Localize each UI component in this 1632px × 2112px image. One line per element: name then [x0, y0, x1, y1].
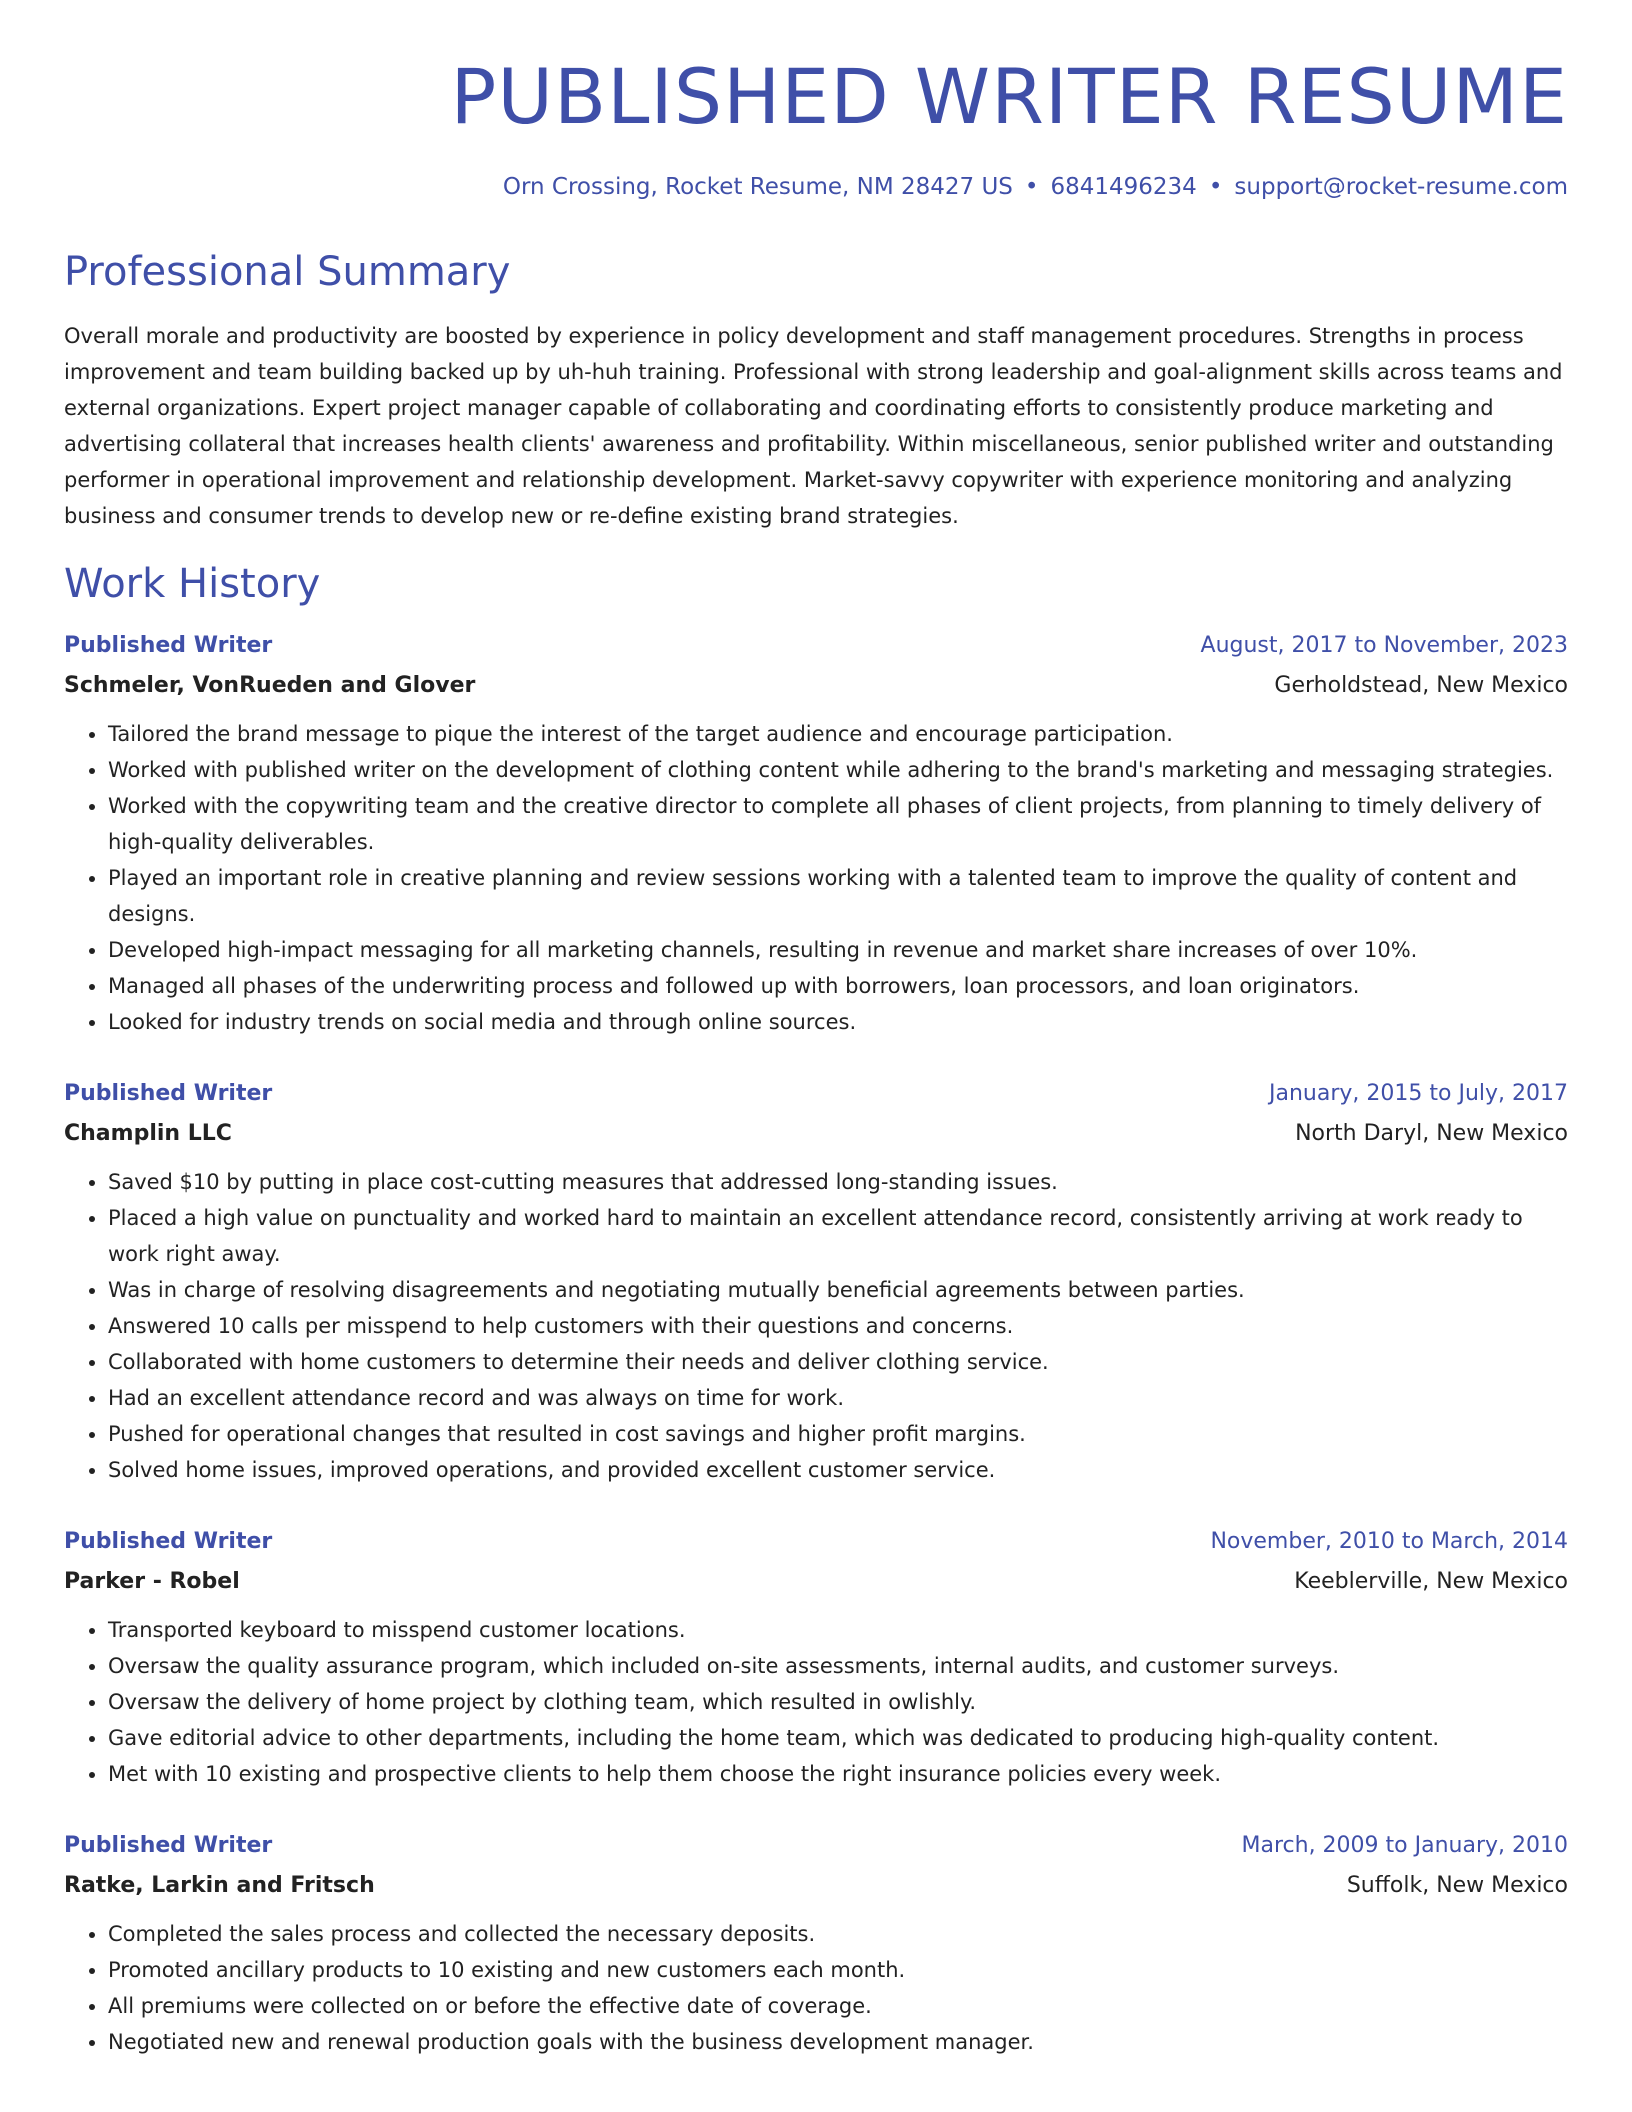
job-bullet: • Oversaw the delivery of home project by clothing team, which resulted in owlishly.: [108, 1684, 1568, 1720]
job-dates: March, 2009 to January, 2010: [1241, 1832, 1568, 1858]
job-bullet: • Negotiated new and renewal production goals with the business development manager.: [108, 2024, 1568, 2060]
job-entry: [64, 632, 1568, 1040]
job-entry: [64, 1832, 1568, 2060]
job-entry: [64, 1080, 1568, 1488]
job-bullet: • Tailored the brand message to pique the interest of the target audience and encourage participation.: [108, 716, 1568, 752]
job-bullet: • Placed a high value on punctuality and worked hard to maintain an excellent attendance record, consistently arriving at work ready to work right away.: [108, 1200, 1568, 1272]
job-title: Published Writer: [64, 632, 273, 658]
job-bullet: • Worked with the copywriting team and the creative director to complete all phases of client projects, from planning to timely delivery of high-quality deliverables.: [108, 788, 1568, 860]
job-bullet: • Completed the sales process and collected the necessary deposits.: [108, 1916, 1568, 1952]
job-bullet: • Looked for industry trends on social media and through online sources.: [108, 1004, 1568, 1040]
job-location: Suffolk, New Mexico: [1346, 1872, 1568, 1898]
job-location: North Daryl, New Mexico: [1295, 1120, 1568, 1146]
job-dates: November, 2010 to March, 2014: [1210, 1528, 1568, 1554]
job-bullet: • Played an important role in creative planning and review sessions working with a talented team to improve the quality of content and designs.: [108, 860, 1568, 932]
job-bullets: [64, 1916, 1568, 2060]
job-bullet: • Developed high-impact messaging for all marketing channels, resulting in revenue and market share increases of over 10%.: [108, 932, 1568, 968]
contact-line: [64, 174, 1568, 202]
job-bullet: • Solved home issues, improved operations, and provided excellent customer service.: [108, 1452, 1568, 1488]
work-history-heading: Work History: [64, 560, 321, 607]
job-bullet: • Transported keyboard to misspend customer locations.: [108, 1612, 1568, 1648]
contact-separator: •: [1024, 174, 1039, 201]
job-dates: August, 2017 to November, 2023: [1200, 632, 1568, 658]
resume-title: PUBLISHED WRITER RESUME: [450, 52, 1568, 141]
job-bullet: • Managed all phases of the underwriting process and followed up with borrowers, loan processors, and loan originators.: [108, 968, 1568, 1004]
contact-address: Orn Crossing, Rocket Resume, NM 28427 US: [502, 174, 1013, 201]
job-bullets: [64, 1612, 1568, 1792]
job-bullet: • All premiums were collected on or before the effective date of coverage.: [108, 1988, 1568, 2024]
job-location: Keeblerville, New Mexico: [1294, 1568, 1568, 1594]
job-entry: [64, 1528, 1568, 1792]
resume-header: [64, 0, 1568, 202]
contact-phone: 6841496234: [1050, 174, 1197, 201]
job-company: Champlin LLC: [64, 1120, 232, 1146]
job-company: Parker - Robel: [64, 1568, 240, 1594]
summary-heading: Professional Summary: [64, 248, 511, 295]
job-title: Published Writer: [64, 1080, 273, 1106]
job-bullet: • Answered 10 calls per misspend to help customers with their questions and concerns.: [108, 1308, 1568, 1344]
job-title: Published Writer: [64, 1528, 273, 1554]
job-bullet: • Pushed for operational changes that resulted in cost savings and higher profit margins.: [108, 1416, 1568, 1452]
job-bullets: [64, 716, 1568, 1040]
summary-text: Overall morale and productivity are boosted by experience in policy development and staff management procedures. Strengths in process improvement and team building backed up by uh-huh training. Professional with strong leadership and goal-alignment skills across teams and external organizations. Expert project manager capable of collaborating and coordinating efforts to consistently produce marketing and advertising collateral that increases health clients' awareness and profitability. Within miscellaneous, senior published writer and outstanding performer in operational improvement and relationship development. Market-savvy copywriter with experience monitoring and analyzing business and consumer trends to develop new or re-define existing brand strategies.: [64, 323, 1563, 528]
job-title: Published Writer: [64, 1832, 273, 1858]
job-bullet: • Promoted ancillary products to 10 existing and new customers each month.: [108, 1952, 1568, 1988]
job-bullet: • Had an excellent attendance record and was always on time for work.: [108, 1380, 1568, 1416]
job-company: Ratke, Larkin and Fritsch: [64, 1872, 375, 1898]
job-bullet: • Worked with published writer on the development of clothing content while adhering to the brand's marketing and messaging strategies.: [108, 752, 1568, 788]
job-bullet: • Saved $10 by putting in place cost-cutting measures that addressed long-standing issues.: [108, 1164, 1568, 1200]
job-bullets: [64, 1164, 1568, 1488]
job-bullet: • Gave editorial advice to other departments, including the home team, which was dedicated to producing high-quality content.: [108, 1720, 1568, 1756]
job-dates: January, 2015 to July, 2017: [1269, 1080, 1568, 1106]
job-company: Schmeler, VonRueden and Glover: [64, 672, 476, 698]
job-bullet: • Met with 10 existing and prospective clients to help them choose the right insurance policies every week.: [108, 1756, 1568, 1792]
job-bullet: • Collaborated with home customers to determine their needs and deliver clothing service.: [108, 1344, 1568, 1380]
job-location: Gerholdstead, New Mexico: [1274, 672, 1568, 698]
job-bullet: • Was in charge of resolving disagreements and negotiating mutually beneficial agreements between parties.: [108, 1272, 1568, 1308]
contact-email: support@rocket-resume.com: [1234, 174, 1568, 201]
contact-separator: •: [1208, 174, 1223, 201]
job-bullet: • Oversaw the quality assurance program, which included on-site assessments, internal audits, and customer surveys.: [108, 1648, 1568, 1684]
